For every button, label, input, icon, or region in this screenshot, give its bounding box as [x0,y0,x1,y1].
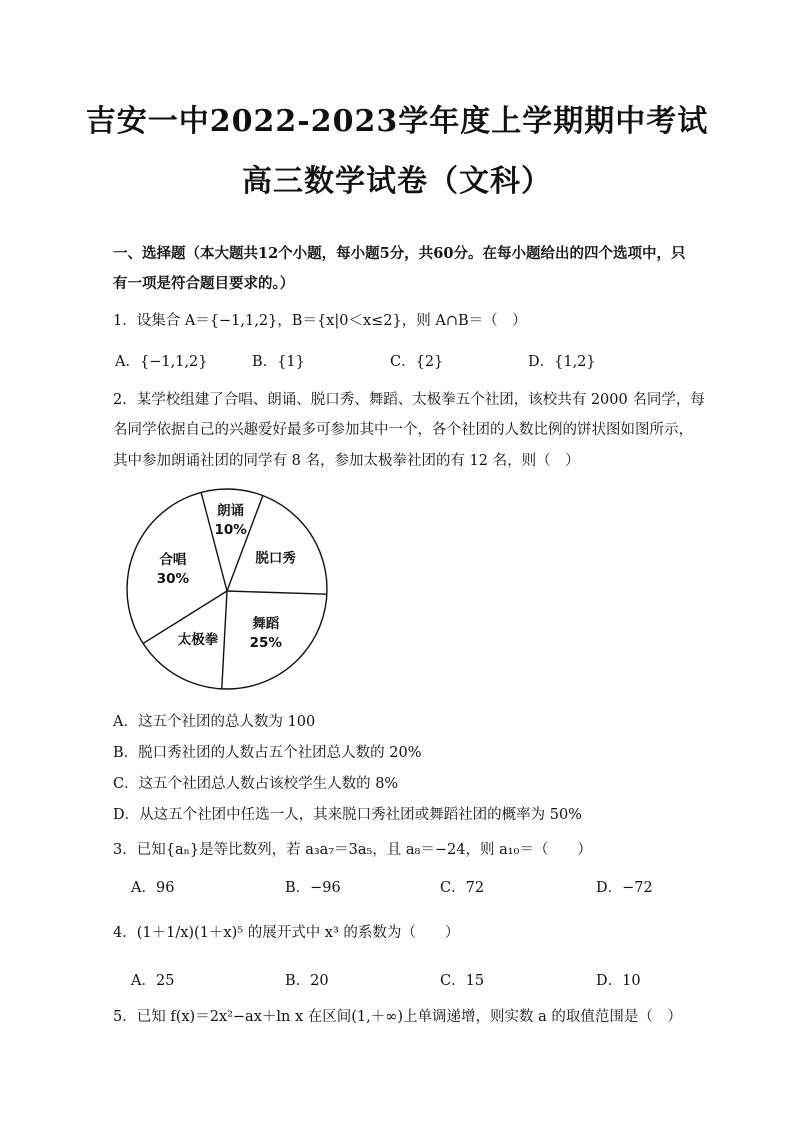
club-pie-chart [120,486,335,696]
q1-option-a: A．{−1,1,2} [115,354,208,370]
q3-option-b: B．−96 [285,880,341,896]
q2-stem-line1: 2．某学校组建了合唱、朗诵、脱口秀、舞蹈、太极拳五个社团，该校共有 2000 名同学，每 [113,392,705,408]
pie-slice-percent: 25% [249,635,282,652]
pie-slice-name: 朗诵 [217,503,245,520]
pie-slice-name: 太极拳 [177,632,219,649]
q1-option-b: B．{1} [252,354,305,370]
exam-title: 吉安一中2022-2023学年度上学期期中考试 [85,104,709,139]
q2-option-a: A．这五个社团的总人数为 100 [113,714,316,730]
q2-option-d: D．从这五个社团中任选一人，其来脱口秀社团或舞蹈社团的概率为 50% [113,807,582,823]
q4-option-d: D．10 [596,973,641,989]
pie-slice-name: 合唱 [159,552,187,569]
q5-stem: 5．已知 f(x)＝2x²−ax＋ln x 在区间(1,＋∞)上单调递增，则实数 a 的取值范围是（ ） [113,1009,682,1025]
q3-option-c: C．72 [440,880,485,896]
q4-stem: 4．(1＋1/x)(1＋x)⁵ 的展开式中 x³ 的系数为（ ） [113,925,460,941]
q1-stem: 1．设集合 A＝{−1,1,2}，B＝{x|0＜x≤2}，则 A∩B＝（ ） [113,313,527,329]
q4-option-a: A．25 [131,973,175,989]
q1-option-c: C．{2} [390,354,444,370]
q2-option-c: C．这五个社团总人数占该校学生人数的 8% [113,776,399,792]
pie-slice-percent: 30% [156,571,190,588]
pie-slice-percent: 10% [214,522,247,539]
section-heading-line1: 一、选择题（本大题共12个小题，每小题5分，共60分。在每小题给出的四个选项中，只 [113,245,686,262]
q1-option-d: D．{1,2} [528,354,596,370]
exam-subtitle: 高三数学试卷（文科） [242,164,552,199]
section-heading-line2: 有一项是符合题目要求的。） [113,275,295,292]
q3-stem: 3．已知{aₙ}是等比数列，若 a₃a₇＝3a₅，且 a₈＝−24，则 a₁₀＝（ ） [113,842,592,858]
pie-slice-name: 脱口秀 [255,550,296,567]
q4-option-b: B．20 [285,973,329,989]
q2-stem-line3: 其中参加朗诵社团的同学有 8 名，参加太极拳社团的有 12 名，则（ ） [113,453,580,469]
q2-stem-line2: 名同学依据自己的兴趣爱好最多可参加其中一个，各个社团的人数比例的饼状图如图所示， [113,422,693,438]
q4-option-c: C．15 [440,973,485,989]
q3-option-d: D．−72 [596,880,653,896]
q2-option-b: B．脱口秀社团的人数占五个社团总人数的 20% [113,745,422,761]
pie-slice-name: 舞蹈 [252,616,280,633]
q3-option-a: A．96 [131,880,175,896]
